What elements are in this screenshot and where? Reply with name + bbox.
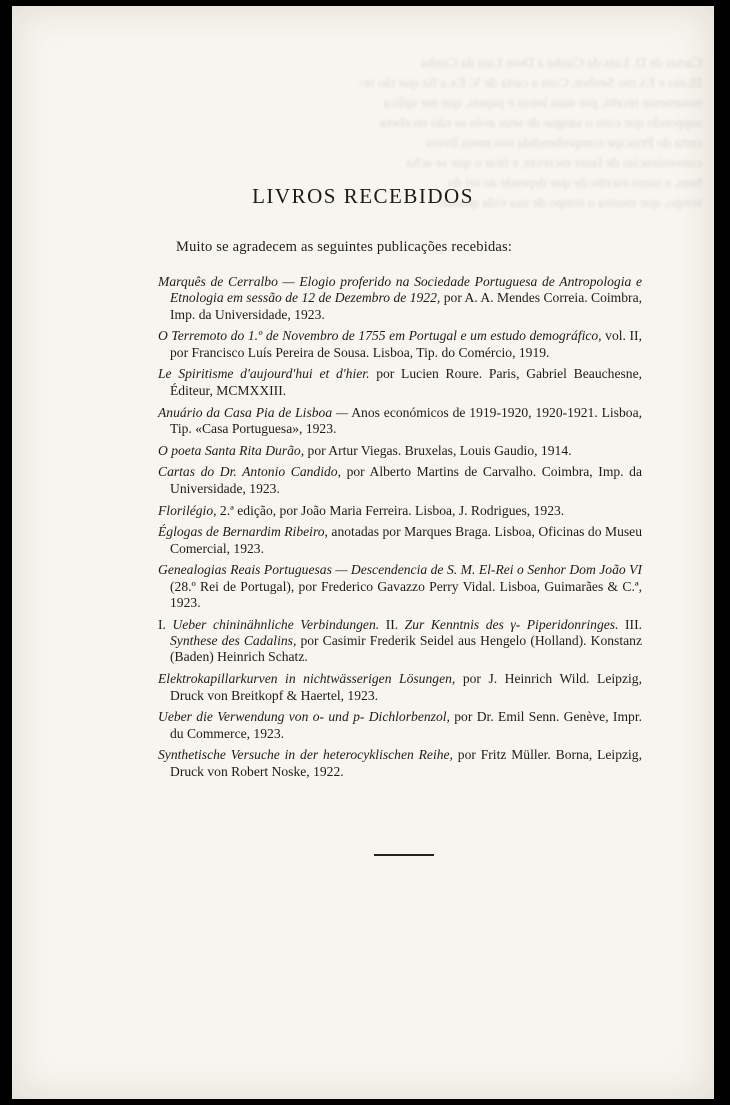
book-entry: Églogas de Bernardim Ribeiro, anotadas por Marques Braga. Lisboa, Oficinas do Museu Comercial, 1923. (158, 524, 642, 556)
book-entry: Elektrokapillarkurven in nichtwässerigen Lösungen, por J. Heinrich Wild. Leipzig, Druck von Breitkopf & Haertel, 1923. (158, 671, 642, 703)
book-entry: I. Ueber chininähnliche Verbindungen. II. Zur Kenntnis des γ- Piperidonringes. III. Synthese des Cadalins, por Casimir Frederik Seidel aus Hengelo (Holland). Konstanz (Baden) Heinrich Schatz. (158, 616, 642, 665)
bleed-through-text: Cartas de D. Luis da Cunha a Dom Luis da Cunha Ill.mo e Ex.mo Senhor. Com a carta de V. Ex.a fiz que tão re- nosamente recebi, por suas letras e papeis, que me aplica suppondo que com o sangue de seus avós se não recebera certa do Principe comprehendida nos meus livros conveniencias de fazer escrever, e tirar o que se acha bem, e outro escrito de que depende ao rei do tempo, que mostra o tempo de sua vida quando (358, 56, 702, 211)
book-entry: Le Spiritisme d'aujourd'hui et d'hier. por Lucien Roure. Paris, Gabriel Beauchesne, Éditeur, MCMXXIII. (158, 366, 642, 398)
book-entry: Genealogias Reais Portuguesas — Descendencia de S. M. El-Rei o Senhor Dom João VI (28.º Rei de Portugal), por Frederico Gavazzo Perry Vidal. Lisboa, Guimarães & C.ª, 1923. (158, 562, 642, 611)
book-entry: O Terremoto do 1.º de Novembro de 1755 em Portugal e um estudo demográfico, vol. II, por Francisco Luís Pereira de Sousa. Lisboa, Tip. do Comércio, 1919. (158, 328, 642, 360)
section-divider (374, 854, 434, 856)
book-entry: Cartas do Dr. Antonio Candido, por Alberto Martins de Carvalho. Coimbra, Imp. da Universidade, 1923. (158, 464, 642, 496)
book-list (158, 274, 642, 786)
book-entry: Florilégio, 2.ª edição, por João Maria Ferreira. Lisboa, J. Rodrigues, 1923. (158, 502, 565, 518)
book-entry: Synthetische Versuche in der heterocyklischen Reihe, por Fritz Müller. Borna, Leipzig, Druck von Robert Noske, 1922. (158, 747, 642, 779)
intro-text: Muito se agradecem as seguintes publicações recebidas: (176, 239, 513, 255)
book-entry: Marquês de Cerralbo — Elogio proferido na Sociedade Portuguesa de Antropologia e Etnologia em sessão de 12 de Dezembro de 1922, por A. A. Mendes Correia. Coimbra, Imp. da Universidade, 1923. (158, 274, 643, 322)
book-entry: O poeta Santa Rita Durão, por Artur Viegas. Bruxelas, Louis Gaudio, 1914. (158, 442, 572, 458)
document-page (12, 6, 714, 1099)
book-entry: Anuário da Casa Pia de Lisboa — Anos económicos de 1919-1920, 1920-1921. Lisboa, Tip. «Casa Portuguesa», 1923. (158, 404, 642, 436)
page-title: LIVROS RECEBIDOS (252, 184, 474, 208)
book-entry: Ueber die Verwendung von o- und p- Dichlorbenzol, por Dr. Emil Senn. Genève, Impr. du Commerce, 1923. (158, 709, 642, 741)
